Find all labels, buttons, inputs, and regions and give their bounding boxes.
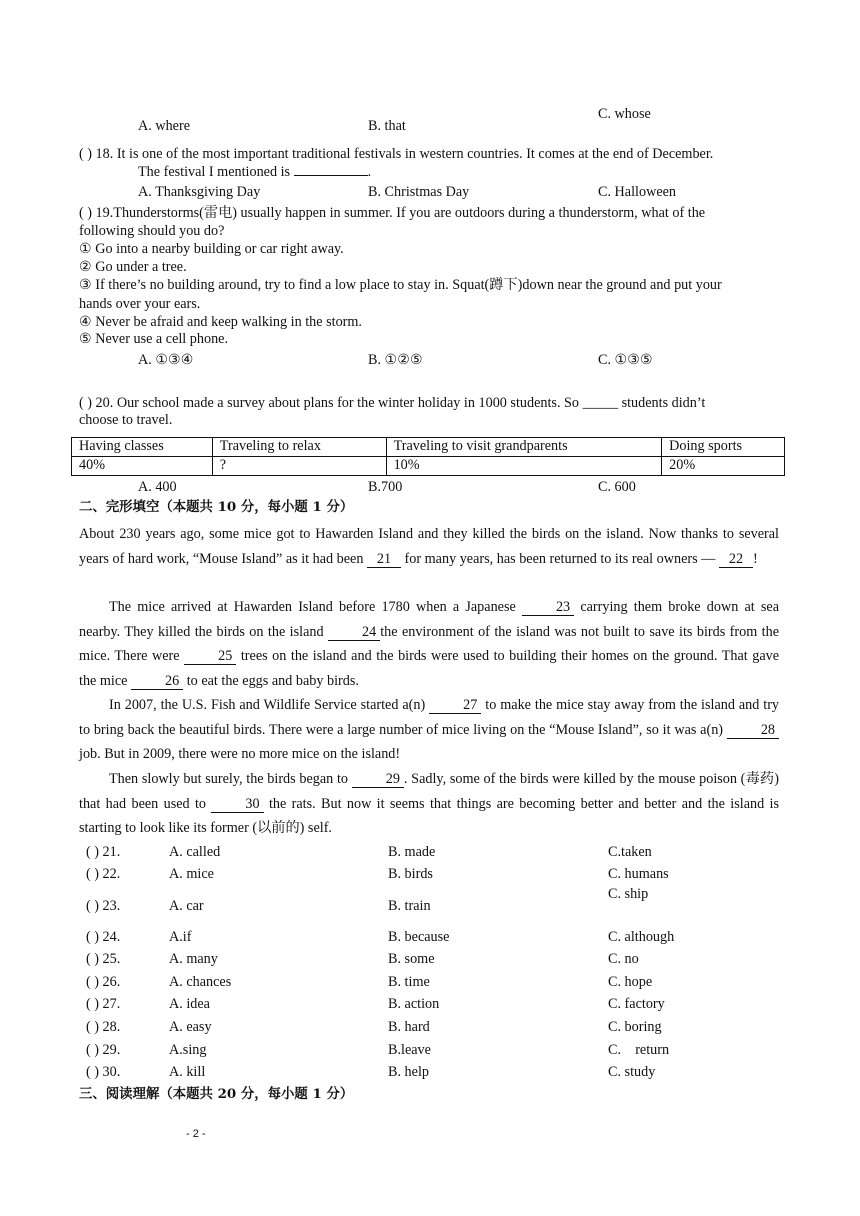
q19-item-1: ① Go into a nearby building or car right away. — [79, 241, 344, 257]
cloze-blank-29: 29 — [352, 771, 404, 788]
survey-header-row — [72, 438, 785, 457]
cloze-blank-27: 27 — [429, 697, 481, 714]
choice-row-25 — [86, 949, 786, 971]
choice-row-21 — [86, 842, 786, 864]
choice-option-b: B. action — [388, 996, 440, 1012]
survey-value-cell: 20% — [662, 457, 785, 476]
choice-number: ( ) 26. — [86, 974, 121, 990]
choice-option-b: B. made — [388, 844, 436, 860]
cloze-paragraph-2 — [79, 595, 779, 693]
choice-row-27 — [86, 994, 786, 1016]
q18-blank — [294, 175, 368, 176]
choice-option-b: B. because — [388, 929, 450, 945]
choice-option-a: A.sing — [169, 1042, 207, 1058]
survey-header-cell: Traveling to relax — [212, 438, 386, 457]
cloze-text: ! — [752, 550, 758, 567]
choice-option-b: B. birds — [388, 866, 433, 882]
choice-row-30 — [86, 1062, 786, 1084]
q17-option-a: A. where — [138, 118, 190, 134]
choice-option-c: C. ship — [608, 886, 649, 902]
q18-stem-end: . — [367, 164, 372, 180]
choice-option-b: B. help — [388, 1064, 429, 1080]
choice-row-23 — [86, 886, 786, 918]
q19-item-4: ④ Never be afraid and keep walking in the storm. — [79, 314, 362, 330]
survey-value-cell: 10% — [386, 457, 662, 476]
q20-stem-line2: choose to travel. — [79, 412, 173, 428]
choice-row-22 — [86, 864, 786, 886]
cloze-text: The mice arrived at Hawarden Island before 1780 when a Japanese — [109, 599, 516, 615]
cloze-text: the environment of the island was not built to save its birds from the mice. There were — [79, 623, 779, 664]
q17-option-b: B. that — [368, 118, 406, 134]
q17-option-c: C. whose — [598, 106, 651, 122]
q20-option-c: C. 600 — [598, 479, 636, 495]
q19-item-3-line2: hands over your ears. — [79, 296, 201, 312]
section2-title: 二、完形填空（本题共 10 分，每小题 1 分） — [79, 499, 354, 515]
choice-number: ( ) 21. — [86, 844, 121, 860]
choice-number: ( ) 28. — [86, 1019, 121, 1035]
choice-row-29 — [86, 1040, 786, 1062]
choice-option-a: A. easy — [169, 1019, 212, 1035]
q20-option-b: B.700 — [368, 479, 403, 495]
q19-stem-line1: ( ) 19.Thunderstorms(雷电) usually happen in summer. If you are outdoors during a thunderstorm, what of the — [79, 205, 706, 221]
cloze-blank-21: 21 — [367, 551, 401, 568]
choice-option-b: B. train — [388, 898, 431, 914]
choice-option-b: B. time — [388, 974, 430, 990]
choice-option-c: C. hope — [608, 974, 653, 990]
page-number: - 2 - — [186, 1128, 206, 1140]
cloze-text: the rats. But now it seems that things are becoming better and better and the island is starting to look like its former (以前的) self. — [79, 795, 779, 836]
choice-option-a: A. idea — [169, 996, 210, 1012]
choice-option-a: A. kill — [169, 1064, 206, 1080]
cloze-paragraph-1 — [79, 522, 779, 571]
cloze-paragraph-3 — [79, 693, 779, 767]
choice-option-a: A. mice — [169, 866, 214, 882]
survey-table — [71, 437, 785, 476]
cloze-text: job. But in 2009, there were no more mice on the island! — [79, 746, 401, 762]
cloze-blank-22: 22 — [719, 551, 753, 568]
q20-stem-line1: ( ) 20. Our school made a survey about plans for the winter holiday in 1000 students. So _____ students didn’t — [79, 395, 706, 411]
survey-value-cell: 40% — [72, 457, 213, 476]
choice-option-a: A. car — [169, 898, 204, 914]
choice-number: ( ) 25. — [86, 951, 121, 967]
choice-option-c: C. factory — [608, 996, 665, 1012]
cloze-text: trees on the island and the birds were used to building their homes on the ground. That gave the mice — [79, 648, 780, 689]
survey-header-cell: Having classes — [72, 438, 213, 457]
survey-value-cell: ? — [212, 457, 386, 476]
choice-row-24 — [86, 927, 786, 949]
q18-option-c: C. Halloween — [598, 184, 677, 200]
cloze-text: About 230 years ago, some mice got to Hawarden Island and they killed the birds on the island. Now thanks to several years of hard work, “Mouse Island” as it had been — [79, 526, 779, 567]
choice-option-a: A. chances — [169, 974, 232, 990]
choice-option-b: B.leave — [388, 1042, 431, 1058]
choice-option-c: C. although — [608, 929, 675, 945]
cloze-blank-28: 28 — [727, 722, 779, 739]
q18-stem-text: The festival I mentioned is — [138, 164, 291, 180]
cloze-text: In 2007, the U.S. Fish and Wildlife Service started a(n) — [109, 697, 426, 713]
choice-number: ( ) 22. — [86, 866, 121, 882]
q19-option-a: A. ①③④ — [138, 352, 194, 368]
cloze-blank-24: 24 — [328, 624, 380, 641]
choice-number: ( ) 30. — [86, 1064, 121, 1080]
survey-header-cell: Doing sports — [662, 438, 785, 457]
choice-option-c: C.taken — [608, 844, 652, 860]
choice-number: ( ) 23. — [86, 898, 121, 914]
q19-item-3-line1: ③ If there’s no building around, try to find a low place to stay in. Squat(蹲下)down near the ground and put your — [79, 277, 722, 293]
cloze-blank-25: 25 — [184, 648, 236, 665]
cloze-text: carrying them broke down at sea nearby. They killed the birds on the island — [79, 599, 779, 640]
choice-row-28 — [86, 1017, 786, 1039]
cloze-text: Then slowly but surely, the birds began to — [109, 771, 349, 787]
cloze-blank-26: 26 — [131, 673, 183, 690]
q18-option-a: A. Thanksgiving Day — [138, 184, 261, 200]
q18-stem-line1: ( ) 18. It is one of the most important traditional festivals in western countries. It comes at the end of December. — [79, 146, 714, 162]
q19-option-c: C. ①③⑤ — [598, 352, 653, 368]
cloze-text: for many years, has been returned to its real owners — — [404, 550, 716, 567]
choice-number: ( ) 24. — [86, 929, 121, 945]
q19-item-5: ⑤ Never use a cell phone. — [79, 331, 229, 347]
survey-header-cell: Traveling to visit grandparents — [386, 438, 662, 457]
cloze-text: . Sadly, some of the birds were killed by the mouse poison (毒药) that had been used to — [79, 771, 779, 812]
choice-option-c: C. study — [608, 1064, 656, 1080]
choice-option-c: C. boring — [608, 1019, 662, 1035]
q20-option-a: A. 400 — [138, 479, 177, 495]
cloze-text: to make the mice stay away from the island and try to bring back the beautiful birds. There were a large number of mice living on the “Mouse Island”, so it was a(n) — [79, 697, 780, 738]
choice-option-b: B. hard — [388, 1019, 430, 1035]
choice-option-a: A.if — [169, 929, 192, 945]
choice-option-c: C. return — [608, 1042, 670, 1058]
cloze-blank-30: 30 — [211, 796, 263, 813]
q19-stem-line2: following should you do? — [79, 223, 225, 239]
choice-number: ( ) 27. — [86, 996, 121, 1012]
choice-option-a: A. called — [169, 844, 221, 860]
cloze-blank-23: 23 — [522, 599, 574, 616]
q18-stem-line2 — [138, 163, 371, 181]
choice-row-26 — [86, 972, 786, 994]
choice-option-c: C. no — [608, 951, 639, 967]
choice-number: ( ) 29. — [86, 1042, 121, 1058]
choice-option-a: A. many — [169, 951, 218, 967]
q18-option-b: B. Christmas Day — [368, 184, 470, 200]
section3-title: 三、阅读理解（本题共 20 分，每小题 1 分） — [79, 1086, 354, 1102]
q19-option-b: B. ①②⑤ — [368, 352, 423, 368]
q19-item-2: ② Go under a tree. — [79, 259, 187, 275]
cloze-paragraph-4 — [79, 767, 779, 841]
choice-option-b: B. some — [388, 951, 435, 967]
cloze-text: to eat the eggs and baby birds. — [186, 672, 359, 689]
survey-value-row — [72, 457, 785, 476]
choice-option-c: C. humans — [608, 866, 669, 882]
